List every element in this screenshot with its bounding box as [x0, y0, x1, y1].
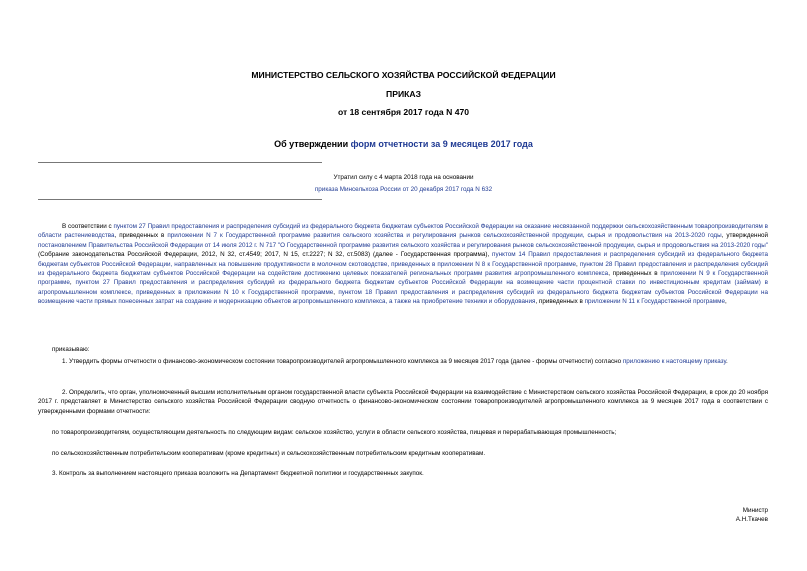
- status-link[interactable]: приказа Минсельхоза России от 20 декабря 2017 года N 632: [314, 186, 493, 193]
- preamble-text: ,: [576, 260, 580, 268]
- preamble-text: В соответствии с: [62, 223, 114, 230]
- appendix-link[interactable]: приложению к настоящему приказу: [622, 358, 727, 365]
- item-2: 2. Определить, что орган, уполномоченный высшим исполнительным органом государственной власти субъекта Российской Федерации на взаимодействие с Министерством сельского хозяйства Российской Федерации, в срок до 20 ноября 2017 г. представляет в Министерство сельского хозяйства Российской Федерации сводную отчетность о финансово-экономическом состоянии товаропроизводителей агропромышленного комплекса за 9 месяцев 2017 года в соответствии с утвержденными формами отчетности:: [38, 389, 768, 415]
- ministry-heading: МИНИСТЕРСТВО СЕЛЬСКОГО ХОЗЯЙСТВА РОССИЙСКОЙ ФЕДЕРАЦИИ: [251, 70, 556, 80]
- doc-type-heading: ПРИКАЗ: [386, 89, 421, 99]
- preamble-text: , приведенных в: [114, 232, 168, 240]
- preamble-link[interactable]: постановлением Правительства Российской Федерации от 14 июля 2012 г. N 717 "О Государственной программе развития сельского хозяйства и регулирования рынков сельскохозяйственной продукции, сырья и продовольствия на 2013-2020 годы": [38, 241, 768, 249]
- item-3: 3. Контроль за выполнением настоящего приказа возложить на Департамент бюджетной политики и государственных закупок.: [52, 470, 424, 477]
- preamble-link[interactable]: приложении N 7 к Государственной программе развития сельского хозяйства и регулирования рынков сельскохозяйственной продукции, сырья и продовольствия на 2013-2020 годы: [167, 232, 722, 240]
- item-1-tail: .: [726, 358, 728, 365]
- preamble-text: ,: [724, 298, 727, 306]
- preamble-text: (Собрание законодательства Российской Федерации, 2012, N 32, ст.4549; 2017, N 15, ст.2227; N 32, ст.5083) (далее - Государственная программа),: [38, 251, 493, 259]
- subject-prefix: Об утверждении: [274, 139, 351, 149]
- date-number-heading: от 18 сентября 2017 года N 470: [337, 107, 470, 117]
- separator-top: [38, 162, 322, 163]
- preamble-text: ,: [333, 288, 339, 296]
- preamble-link[interactable]: пунктом 14 Правил предоставления и распределения субсидий из федерального бюджета бюджетам субъектов Российской Федерации, направленных на повышение продуктивности в молочном скотоводстве, приведенных в приложении N 8 к Государственной программе: [38, 251, 768, 268]
- preamble-link[interactable]: приложении N 11 к Государственной программе: [584, 298, 725, 306]
- preamble-link[interactable]: пунктом 27 Правил предоставления и распределения субсидий из федерального бюджета бюджетам субъектов Российской Федерации на возмещение части процентной ставки по инвестиционным кредитам (займам) в агропромышленном комплексе, приведенных в приложении N 10 к Государственной программе: [38, 279, 768, 296]
- status-line-1: Утратил силу с 4 марта 2018 года на основании: [333, 174, 474, 181]
- preamble-text: , утвержденной: [721, 232, 768, 240]
- bullet-1: по товаропроизводителям, осуществляющим деятельность по следующим видам: сельское хозяйство, услуги в области сельского хозяйства, пищевая и перерабатывающая промышленность;: [52, 429, 617, 436]
- separator-bottom: [38, 199, 322, 200]
- signature-block: [736, 506, 768, 525]
- signature-position: Министр: [742, 507, 768, 514]
- bullet-2: по сельскохозяйственным потребительским кооперативам (кроме кредитных) и сельскохозяйственным потребительским кредитным кооперативам.: [52, 450, 486, 457]
- preamble-text: , приведенных в: [608, 270, 661, 278]
- preamble-paragraph: [38, 222, 768, 307]
- preamble-text: ,: [69, 279, 76, 287]
- document-subject: [0, 139, 807, 149]
- preamble-link[interactable]: пунктом 27 Правил предоставления и распределения субсидий из федерального бюджета бюджетам субъектов Российской Федерации на оказание несвязанной поддержки сельскохозяйственным товаропроизводителям в области растениеводства: [38, 223, 768, 240]
- item-1: [38, 357, 768, 366]
- signature-name: А.Н.Ткачев: [735, 516, 768, 524]
- subject-link[interactable]: форм отчетности за 9 месяцев 2017 года: [350, 139, 533, 149]
- item-1-text: 1. Утвердить формы отчетности о финансово-экономическом состоянии товаропроизводителей агропромышленного комплекса за 9 месяцев 2017 года (далее - формы отчетности) согласно: [62, 358, 623, 365]
- preamble-link[interactable]: пунктом 18 Правил предоставления и распределения субсидий из федерального бюджета бюджетам субъектов Российской Федерации на возмещение части прямых понесенных затрат на создание и модернизацию объектов агропромышленного комплекса, а также на приобретение техники и оборудования: [38, 288, 768, 306]
- orders-word: приказываю:: [52, 346, 90, 353]
- preamble-text: , приведенных в: [535, 298, 585, 306]
- preamble-link[interactable]: приложении N 9 к Государственной программе: [38, 270, 769, 287]
- preamble-link[interactable]: пунктом 28 Правил предоставления и распределения субсидий из федерального бюджета бюджетам субъектов Российской Федерации на содействие достижению целевых показателей региональных программ развития агропромышленного комплекса: [38, 260, 769, 278]
